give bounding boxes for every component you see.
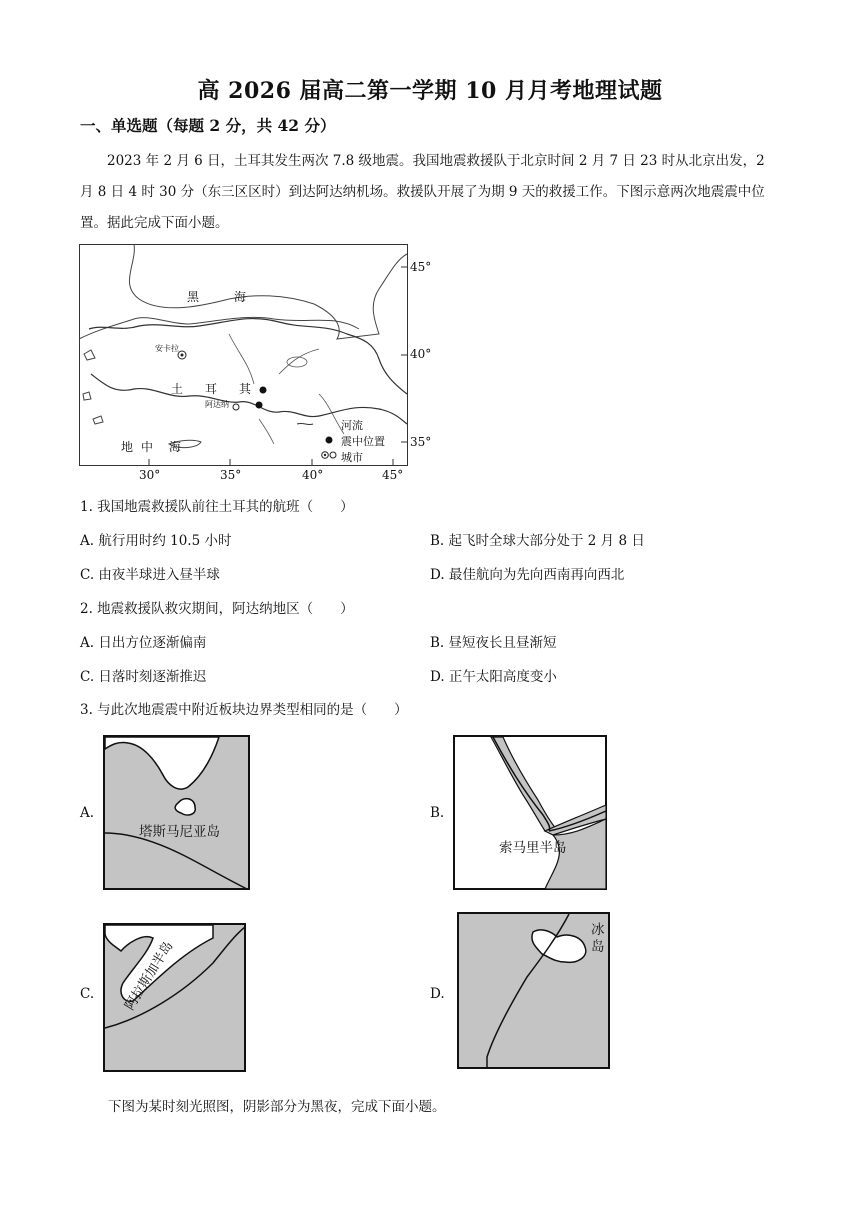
- map-label-med-1: 地: [121, 440, 134, 454]
- next-section-note: 下图为某时刻光照图，阴影部分为黑夜，完成下面小题。: [108, 1099, 446, 1115]
- adana-marker: [233, 404, 239, 410]
- map-label-med-2: 中: [141, 440, 154, 454]
- map-label-black-sea-1: 黑: [187, 290, 200, 304]
- panel-d-label: 冰岛: [591, 922, 605, 955]
- map-label-black-sea-2: 海: [234, 290, 247, 304]
- page-title: 高 2026 届高二第一学期 10 月月考地理试题: [197, 78, 663, 104]
- lon-30: 30°: [139, 468, 161, 482]
- q1-option-a[interactable]: A. 航行用时约 10.5 小时: [80, 533, 232, 549]
- epicenter-2: [256, 402, 263, 409]
- lat-45: 45°: [410, 260, 432, 274]
- panel-c-label: 阿拉斯加半岛: [122, 938, 177, 1014]
- q2-option-b[interactable]: B. 昼短夜长且昼渐短: [430, 635, 557, 651]
- legend-river: 河流: [341, 419, 363, 432]
- q3-option-d[interactable]: D.: [430, 986, 445, 1002]
- q2-option-d[interactable]: D. 正午太阳高度变小: [430, 669, 557, 685]
- question-1-stem: 1. 我国地震救援队前往土耳其的航班（ ）: [80, 499, 354, 515]
- q2-option-c[interactable]: C. 日落时刻逐渐推迟: [80, 669, 207, 685]
- intro-paragraph: 2023 年 2 月 6 日，土耳其发生两次 7.8 级地震。我国地震救援队于北京时间 2 月 7 日 23 时从北京出发，2 月 8 日 4 时 30 分（东三区区时）到达阿达纳机场。救援队开展了为期 9 天的救援工作。下图示意两次地震震中位置。据此完成下面小题。: [80, 153, 765, 231]
- panel-b-label: 索马里半岛: [499, 840, 567, 856]
- lon-35: 35°: [220, 468, 242, 482]
- q3-option-a[interactable]: A.: [80, 805, 95, 821]
- turkey-map: [79, 244, 432, 482]
- lat-35: 35°: [410, 435, 432, 449]
- q1-option-d[interactable]: D. 最佳航向为先向西南再向西北: [430, 567, 625, 583]
- lat-40: 40°: [410, 347, 432, 361]
- map-label-med-3: 海: [169, 440, 182, 454]
- lon-40: 40°: [302, 468, 324, 482]
- panel-b-somali: [453, 735, 607, 890]
- question-3-stem: 3. 与此次地震震中附近板块边界类型相同的是（ ）: [80, 702, 408, 718]
- map-label-turkey-1: 土: [171, 382, 184, 396]
- q2-option-a[interactable]: A. 日出方位逐渐偏南: [80, 635, 207, 651]
- map-label-turkey-2: 耳: [205, 382, 218, 396]
- map-label-ankara: 安卡拉: [155, 344, 179, 353]
- q1-option-b[interactable]: B. 起飞时全球大部分处于 2 月 8 日: [430, 533, 645, 549]
- lon-45: 45°: [382, 468, 404, 482]
- q3-option-b[interactable]: B.: [430, 805, 445, 821]
- epicenter-1: [260, 387, 267, 394]
- question-2-stem: 2. 地震救援队救灾期间，阿达纳地区（ ）: [80, 601, 354, 617]
- section-heading: 一、单选题（每题 2 分，共 42 分）: [80, 116, 336, 135]
- map-label-adana: 阿达纳: [205, 400, 229, 409]
- q3-option-c[interactable]: C.: [80, 986, 95, 1002]
- panel-a-label: 塔斯马尼亚岛: [139, 824, 220, 840]
- legend-epicenter: 震中位置: [341, 435, 385, 448]
- map-label-turkey-3: 其: [239, 382, 252, 396]
- legend-city: 城市: [341, 451, 363, 464]
- panel-d-iceland: [457, 912, 610, 1069]
- panel-c-alaska: [103, 923, 246, 1072]
- q1-option-c[interactable]: C. 由夜半球进入昼半球: [80, 567, 220, 583]
- panel-a-tasmania: [103, 735, 250, 890]
